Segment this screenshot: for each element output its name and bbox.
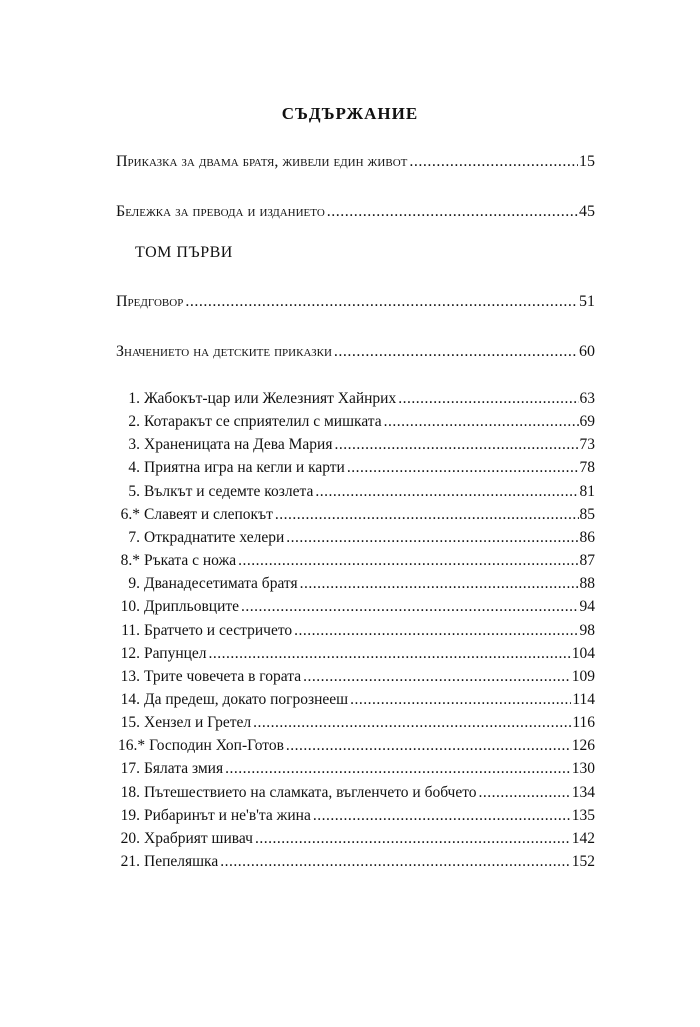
tale-title: Храбрият шивач <box>144 829 253 847</box>
tale-label <box>118 574 300 594</box>
toc-entry <box>116 342 595 362</box>
dot-leader <box>300 574 579 594</box>
tale-entry <box>118 574 595 594</box>
tale-entry <box>118 736 595 756</box>
tale-number: 3. <box>128 436 140 454</box>
tale-title: Жабокът-цар или Железният Хайнрих <box>144 390 397 407</box>
tale-entry <box>118 389 595 409</box>
entry-page: 152 <box>571 853 595 870</box>
tale-title: Славеят и слепокът <box>144 505 273 523</box>
dot-leader <box>253 713 571 733</box>
tale-entry <box>118 759 595 779</box>
tale-title: Рибаринът и не'в'та жина <box>144 806 311 824</box>
dot-leader <box>255 829 571 849</box>
entry-page: 135 <box>571 806 595 824</box>
tale-label <box>118 783 479 803</box>
entry-page: 69 <box>579 413 595 431</box>
tale-entry <box>118 482 595 502</box>
entry-page: 63 <box>579 390 595 407</box>
tale-label <box>118 482 315 502</box>
dot-leader <box>350 690 571 710</box>
tale-number: 2. <box>128 413 140 431</box>
tale-entry <box>118 783 595 803</box>
dot-leader <box>238 551 578 571</box>
tale-label <box>118 412 384 432</box>
tale-number: 7. <box>128 528 140 546</box>
dot-leader <box>334 435 578 455</box>
dot-leader <box>220 852 571 872</box>
tale-label <box>118 690 350 710</box>
tale-title: Бялата змия <box>144 760 224 778</box>
tale-title: Хензел и Гретел <box>144 714 252 732</box>
entry-page: 114 <box>572 690 595 708</box>
dot-leader <box>286 736 571 756</box>
tale-entry <box>118 667 595 687</box>
tale-number: 11. <box>121 621 140 639</box>
tale-label <box>118 852 220 872</box>
tale-number: 14. <box>120 690 140 708</box>
tale-label <box>118 667 303 687</box>
dot-leader <box>384 412 579 432</box>
dot-leader <box>286 528 578 548</box>
tale-number: 19. <box>120 806 140 824</box>
toc-entry <box>116 152 595 172</box>
toc-entry <box>116 292 595 312</box>
tale-title: Пътешествието на сламката, въгленчето и бобчето <box>144 783 477 801</box>
tale-entry <box>118 690 595 710</box>
tale-entry <box>118 713 595 733</box>
volume-heading: ТОМ ПЪРВИ <box>135 244 233 261</box>
tale-number: 21. <box>120 853 140 870</box>
entry-page: 142 <box>571 829 595 847</box>
entry-page: 126 <box>571 737 595 755</box>
entry-page: 73 <box>579 436 595 454</box>
entry-page: 85 <box>579 505 595 523</box>
entry-page: 94 <box>579 598 595 616</box>
tale-number: 9. <box>128 575 140 593</box>
tale-entry <box>118 458 595 478</box>
tale-title: Откраднатите хелери <box>144 528 285 546</box>
entry-page: 104 <box>571 644 595 662</box>
tale-entry <box>118 852 595 872</box>
tale-label <box>118 736 286 756</box>
tale-number: 1. <box>128 390 140 407</box>
tale-number: 16.* <box>118 737 146 755</box>
dot-leader <box>334 342 578 362</box>
entry-page: 78 <box>579 459 595 477</box>
tale-title: Да предеш, докато погрознееш <box>144 690 349 708</box>
tale-title: Ръката с ножа <box>144 552 237 570</box>
tale-label <box>118 597 241 617</box>
entry-label: Приказка за двама братя, живели един живот <box>116 153 408 170</box>
entry-label: Бележка за превода и изданието <box>116 203 325 220</box>
tale-number: 6.* <box>120 505 140 523</box>
dot-leader <box>241 597 578 617</box>
tale-number: 17. <box>120 760 140 778</box>
tale-title: Господин Хоп-Готов <box>149 737 284 755</box>
entry-page: 88 <box>579 575 595 593</box>
dot-leader <box>209 644 571 664</box>
tale-entry <box>118 528 595 548</box>
dot-leader <box>225 759 571 779</box>
dot-leader <box>185 292 578 312</box>
tale-title: Братчето и сестричето <box>144 621 293 639</box>
tale-label <box>118 759 225 779</box>
tale-title: Храненицата на Дева Мария <box>144 436 333 454</box>
tale-entry <box>118 551 595 571</box>
dot-leader <box>347 458 579 478</box>
tale-label <box>118 505 275 525</box>
tale-number: 15. <box>120 714 140 732</box>
tale-label <box>118 713 253 733</box>
entry-page: 81 <box>579 482 595 500</box>
entry-page: 134 <box>571 783 595 801</box>
entry-page: 45 <box>579 203 595 220</box>
tale-title: Дванадесетимата братя <box>144 575 298 593</box>
tale-title: Вълкът и седемте козлета <box>144 482 314 500</box>
tale-title: Приятна игра на кегли и карти <box>144 459 345 477</box>
dot-leader <box>398 389 578 409</box>
tale-entry <box>118 806 595 826</box>
entry-page: 109 <box>571 667 595 685</box>
dot-leader <box>327 202 578 222</box>
entry-label: Предговор <box>116 293 184 310</box>
tale-number: 12. <box>120 644 140 662</box>
dot-leader <box>315 482 578 502</box>
entry-page: 87 <box>579 552 595 570</box>
tale-number: 13. <box>120 667 140 685</box>
tale-label <box>118 806 313 826</box>
entry-page: 130 <box>571 760 595 778</box>
toc-entry <box>116 202 595 222</box>
tale-label <box>118 621 294 641</box>
tale-number: 5. <box>128 482 140 500</box>
tale-title: Пепеляшка <box>144 853 219 870</box>
tale-number: 8.* <box>120 552 140 570</box>
tale-title: Трите човечета в гората <box>144 667 302 685</box>
tale-label <box>118 551 238 571</box>
tale-number: 18. <box>120 783 140 801</box>
page-title: СЪДЪРЖАНИЕ <box>281 104 419 123</box>
entry-page: 98 <box>579 621 595 639</box>
entry-page: 60 <box>579 343 595 360</box>
tale-label <box>118 389 398 409</box>
tale-entry <box>118 644 595 664</box>
tale-number: 10. <box>120 598 140 616</box>
tale-entry <box>118 435 595 455</box>
dot-leader <box>479 783 571 803</box>
entry-page: 116 <box>572 714 595 732</box>
dot-leader <box>313 806 571 826</box>
dot-leader <box>275 505 579 525</box>
tale-label <box>118 528 286 548</box>
tale-label <box>118 435 334 455</box>
tale-entry <box>118 505 595 525</box>
entry-page: 51 <box>579 293 595 310</box>
dot-leader <box>409 152 578 172</box>
tale-number: 4. <box>128 459 140 477</box>
tale-entry <box>118 829 595 849</box>
tale-entry <box>118 597 595 617</box>
tale-label <box>118 829 255 849</box>
dot-leader <box>294 621 578 641</box>
entry-label: Значението на детските приказки <box>116 343 332 360</box>
tale-label <box>118 458 347 478</box>
entry-page: 86 <box>579 528 595 546</box>
tale-title: Котаракът се сприятелил с мишката <box>144 413 382 431</box>
entry-page: 15 <box>579 153 595 170</box>
tale-title: Рапунцел <box>144 644 207 662</box>
tale-entry <box>118 412 595 432</box>
tale-entry <box>118 621 595 641</box>
tale-label <box>118 644 209 664</box>
dot-leader <box>303 667 571 687</box>
tale-number: 20. <box>120 829 140 847</box>
tale-title: Дрипльовците <box>144 598 240 616</box>
